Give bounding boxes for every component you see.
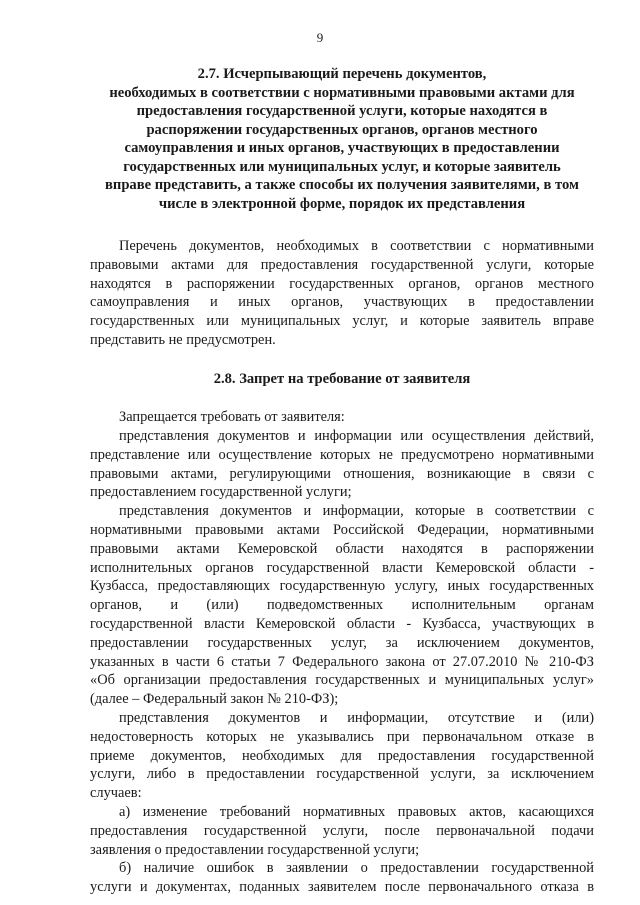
text-line: случаев:	[90, 785, 142, 802]
title-line: самоуправления и иных органов, участвующих в предоставлении	[124, 140, 560, 156]
text-line: предоставлением государственной услуги;	[90, 484, 352, 501]
text-line: представления документов и информации или осуществления действий,	[119, 428, 594, 445]
text-line: Запрещается требовать от заявителя:	[119, 409, 345, 426]
text-line: (далее – Федеральный закон № 210-ФЗ);	[90, 691, 339, 708]
text-line: исполнительных органов государственной власти Кемеровской области -	[90, 559, 594, 576]
text-line: нормативными правовыми актами Российской Федерации, нормативными	[90, 522, 594, 539]
text-line: правовыми актами для предоставления государственной услуги, которые	[90, 256, 594, 273]
title-line: 2.7. Исчерпывающий перечень документов,	[197, 66, 487, 82]
text-line: указанных в части 6 статьи 7 Федерального закона от 27.07.2010 № 210-ФЗ	[90, 653, 594, 670]
section-2-8-intro	[90, 408, 594, 427]
text-line: находятся в распоряжении государственных органов, органов местного	[90, 275, 594, 292]
title-line: числе в электронной форме, порядок их представления	[158, 195, 526, 212]
sub-item-a-paragraph	[90, 803, 594, 859]
section-2-7-paragraph	[90, 237, 594, 350]
page-number: 9	[316, 30, 324, 45]
text-line: услуги и документах, поданных заявителем после первоначального отказа в	[90, 879, 594, 896]
title-line: вправе представить, а также способы их получения заявителями, в том	[105, 177, 579, 193]
title-line: распоряжении государственных органов, органов местного	[146, 121, 538, 138]
title-line: 2.8. Запрет на требование от заявителя	[213, 370, 471, 387]
text-line: заявления о предоставлении государственной услуги;	[90, 841, 420, 858]
text-line: приеме документов, необходимых для предоставления государственной	[90, 747, 594, 764]
text-line: органов, и (или) подведомственных исполнительным органам	[90, 597, 594, 614]
text-line: а) изменение требований нормативных правовых актов, касающихся	[119, 804, 594, 821]
text-line: государственных или муниципальных услуг, и которые заявитель вправе	[90, 313, 594, 330]
sub-item-b-paragraph	[90, 859, 594, 897]
text-line: недостоверность которых не указывались при первоначальном отказе в	[90, 728, 594, 745]
text-line: услуги, либо в предоставлении государственной услуги, за исключением	[90, 766, 594, 783]
title-line: необходимых в соответствии с нормативными правовыми актами для	[109, 84, 575, 101]
text-line: правовыми актами Кемеровской области находятся в распоряжении	[90, 540, 594, 557]
text-line: самоуправления и иных органов, участвующих в предоставлении	[90, 294, 594, 311]
text-line: представить не предусмотрен.	[90, 331, 276, 348]
section-2-8-title	[90, 370, 594, 389]
section-2-7-title	[90, 65, 594, 213]
item-2-paragraph	[90, 502, 594, 709]
text-line: представление или осуществление которых не предусмотрено нормативными	[90, 446, 594, 463]
text-line: б) наличие ошибок в заявлении о предоставлении государственной	[119, 860, 594, 877]
text-line: правовыми актами, регулирующими отношения, возникающие в связи с	[90, 465, 594, 482]
text-line: предоставления государственной услуги, после первоначальной подачи	[90, 822, 594, 839]
title-line: предоставления государственной услуги, которые находятся в	[136, 103, 548, 119]
text-line: «Об организации предоставления государственных и муниципальных услуг»	[90, 672, 594, 689]
text-line: государственной власти Кемеровской области - Кузбасса, участвующих в	[90, 616, 594, 633]
text-line: Кузбасса, предоставляющих государственную услугу, иных государственных	[90, 578, 594, 595]
text-line: Перечень документов, необходимых в соответствии с нормативными	[119, 238, 594, 254]
item-1-paragraph	[90, 427, 594, 502]
page-content	[90, 65, 594, 897]
text-line: представления документов и информации, которые в соответствии с	[119, 503, 594, 520]
text-line: предоставлении государственных услуг, за исключением документов,	[90, 634, 594, 651]
item-3-paragraph	[90, 709, 594, 803]
title-line: государственных или муниципальных услуг, и которые заявитель	[123, 158, 561, 175]
text-line: представления документов и информации, отсутствие и (или)	[119, 710, 594, 727]
